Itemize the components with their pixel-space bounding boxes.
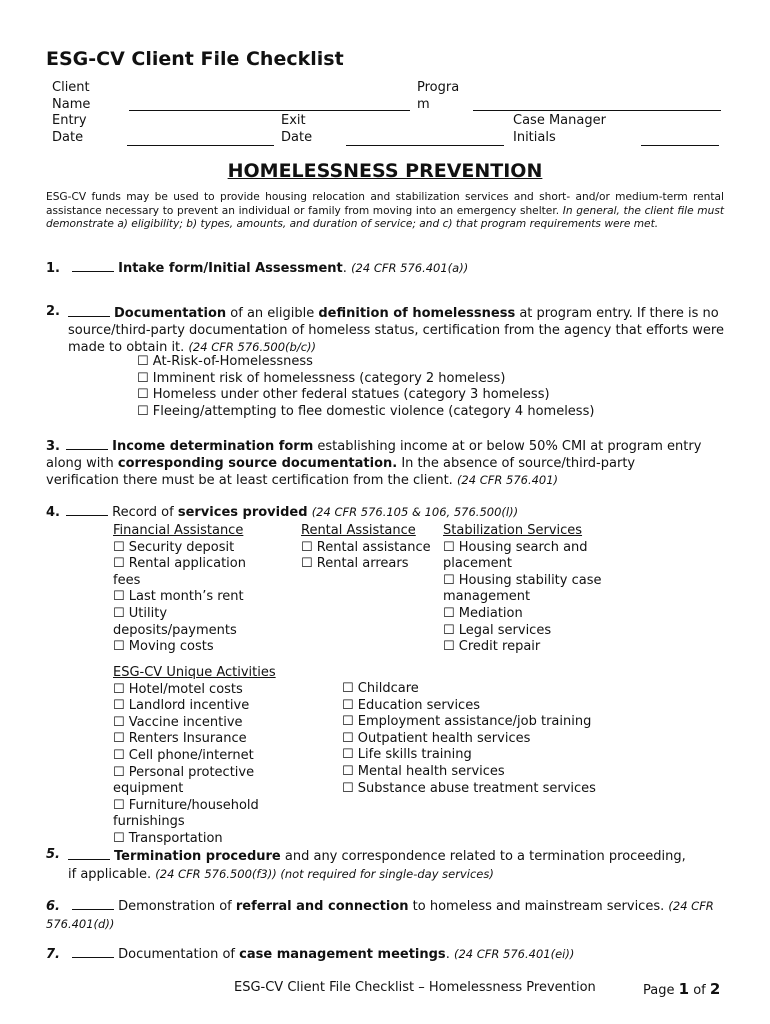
page-title: ESG-CV Client File Checklist [46,48,344,70]
item-2-number: 2. [46,304,60,319]
checkbox-option[interactable]: ☐ Substance abuse treatment services [342,780,596,796]
checkbox-option[interactable]: ☐ Credit repair [443,639,541,655]
checkbox-option[interactable]: ☐ Childcare [342,681,419,696]
checkbox-option[interactable]: ☐ Legal services [443,622,552,638]
checkbox-option[interactable]: ☐ Hotel/motel costs [113,681,243,697]
checkbox-option[interactable]: ☐ Transportation [113,830,223,846]
client-name-field[interactable] [129,110,410,111]
unique-activities-right-column [342,681,642,797]
exit-date-field[interactable] [346,145,504,146]
checklist-item-4: 4. Record of services provided (24 CFR 576.105 & 106, 576.500(l)) [46,505,519,520]
checkbox-option[interactable]: ☐ Vaccine incentive [113,714,243,730]
checklist-item-3: 3. Income determination form establishing income at or below 50% CMI at program entry along with corresponding source documentation. In the absence of source/third-party verification there must be at least certification from the client. (24 CFR 576.401) [46,439,702,489]
checklist-item-6: 6. Demonstration of referral and connection to homeless and mainstream services. (24 CFR 576.401(d)) [46,899,714,931]
checkbox-option[interactable]: ☐ Renters Insurance [113,731,247,747]
intro-paragraph: ESG-CV funds may be used to provide housing relocation and stabilization services and short- and/or medium-term rental assistance necessary to prevent an individual or family from moving into an emergency shelter. In general, the client file must demonstrate a) eligibility; b) types, amounts, and duration of service; and c) that program requirements were met. [46,191,724,231]
case-manager-initials-field[interactable] [641,145,719,146]
financial-assistance-column: Financial Assistance ☐ Security deposit ☐ Rental application fees ☐ Last month’s rent ☐ Utility deposits/payments ☐ Moving costs [113,523,263,656]
checkbox-option[interactable]: ☐ Mediation [443,605,523,621]
checkbox-option[interactable]: ☐ Outpatient health services [342,730,531,746]
checklist-item-1: 1. Intake form/Initial Assessment. (24 CFR 576.401(a)) [46,261,469,276]
entry-date-field[interactable] [127,145,274,146]
checkbox-option[interactable]: ☐ Imminent risk of homelessness (category 2 homeless) [137,370,506,386]
homeless-category-list [137,354,594,420]
program-label: Progra m [417,80,460,112]
checkbox-option[interactable]: ☐ Landlord incentive [113,698,250,714]
checkbox-option[interactable]: ☐ Last month’s rent [113,589,244,605]
checkbox-option[interactable]: ☐ Housing search and placement [443,539,588,572]
check-blank[interactable] [68,847,110,860]
case-manager-label: Case Manager Initials [513,113,606,145]
checklist-item-5: Termination procedure and any correspondence related to a termination proceeding, if applicable. (24 CFR 576.500(f3)) (not required for single-day services) [68,849,686,882]
checkbox-option[interactable]: ☐ Homeless under other federal statues (category 3 homeless) [137,387,550,403]
checkbox-option[interactable]: ☐ Life skills training [342,747,472,763]
checkbox-option[interactable]: ☐ At-Risk-of-Homelessness [137,354,313,369]
checkbox-option[interactable]: ☐ Rental application fees [113,556,246,588]
page-number: Page 1 of 2 [643,980,721,998]
checkbox-option[interactable]: ☐ Rental arrears [301,556,409,572]
check-blank[interactable] [72,897,114,910]
checkbox-option[interactable]: ☐ Utility deposits/payments [113,605,237,638]
checkbox-option[interactable]: ☐ Housing stability case management [443,572,602,605]
checkbox-option[interactable]: ☐ Cell phone/internet [113,747,254,763]
checkbox-option[interactable]: ☐ Education services [342,697,480,713]
checklist-item-7: 7. Documentation of case management meetings. (24 CFR 576.401(ei)) [46,947,575,962]
client-name-label: Client Name [52,80,91,112]
rental-assistance-column: Rental Assistance ☐ Rental assistance ☐ Rental arrears [301,523,433,573]
stabilization-services-column: Stabilization Services ☐ Housing search and placement ☐ Housing stability case management ☐ Mediation ☐ Legal services ☐ Credit repair [443,523,623,656]
checkbox-option[interactable]: ☐ Mental health services [342,763,505,779]
check-blank[interactable] [72,945,114,958]
entry-date-label: Entry Date [52,113,87,145]
section-title: HOMELESSNESS PREVENTION [227,160,543,182]
unique-activities-left-column: ESG-CV Unique Activities ☐ Hotel/motel costs ☐ Landlord incentive ☐ Vaccine incentive ☐ Renters Insurance ☐ Cell phone/internet ☐ Personal protective equipment ☐ Furniture/household furnishings ☐ Transportation [113,665,283,848]
checkbox-option[interactable]: ☐ Employment assistance/job training [342,714,592,730]
check-blank[interactable] [68,304,110,317]
checkbox-option[interactable]: ☐ Rental assistance [301,539,431,555]
item-5-number: 5. [46,847,60,862]
checkbox-option[interactable]: ☐ Personal protective equipment [113,764,255,797]
check-blank[interactable] [72,259,114,272]
footer-text: ESG-CV Client File Checklist – Homelessness Prevention [234,980,596,995]
check-blank[interactable] [66,503,108,516]
exit-date-label: Exit Date [281,113,313,145]
checklist-item-2: Documentation of an eligible definition of homelessness at program entry. If there is no source/third-party documentation of homeless status, certification from the agency that efforts were made to obtain it. (24 CFR 576.500(b/c)) [68,306,724,356]
check-blank[interactable] [66,437,108,450]
program-field[interactable] [473,110,721,111]
checkbox-option[interactable]: ☐ Furniture/household furnishings [113,797,259,830]
checkbox-option[interactable]: ☐ Security deposit [113,539,235,555]
checkbox-option[interactable]: ☐ Fleeing/attempting to flee domestic violence (category 4 homeless) [137,403,595,419]
checkbox-option[interactable]: ☐ Moving costs [113,639,214,655]
